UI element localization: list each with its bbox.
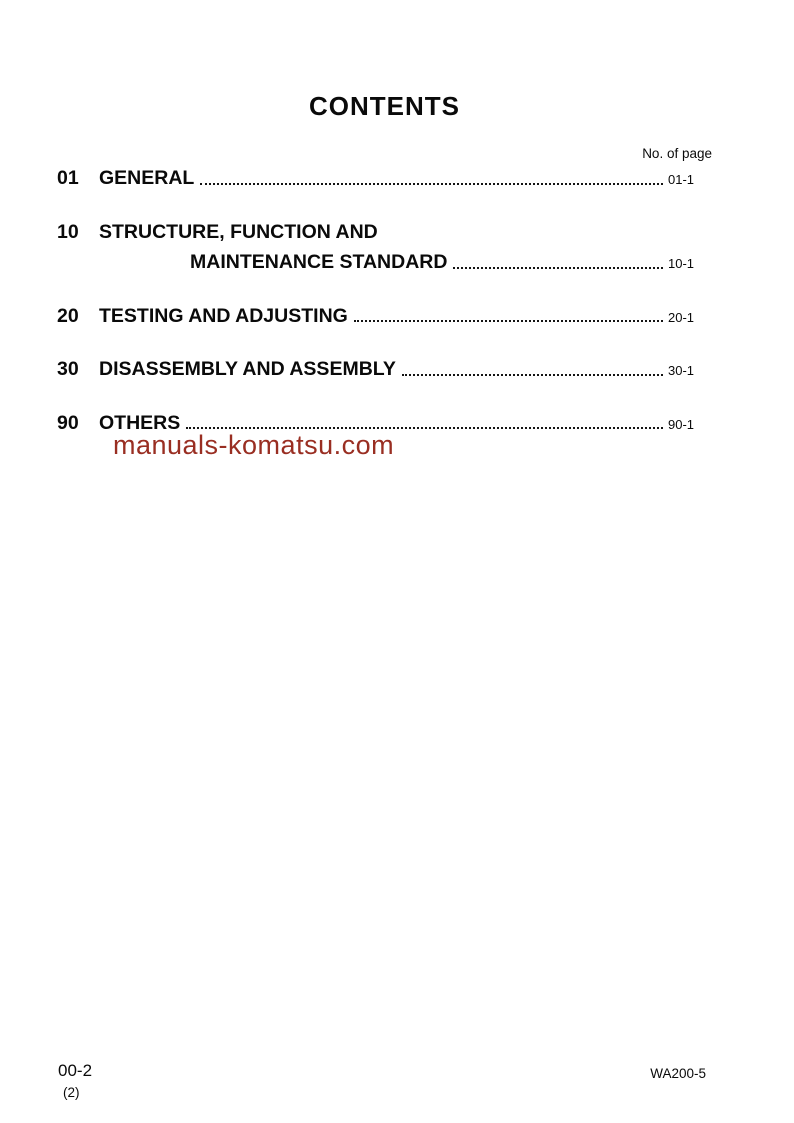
toc-section-number: 20 (57, 304, 79, 327)
dot-leader (354, 320, 663, 322)
toc-row-structure-line2 (57, 251, 712, 273)
dot-leader (200, 183, 663, 185)
no-of-page-note: No. of page (642, 145, 712, 161)
footer-page-number: 00-2 (58, 1061, 93, 1080)
dot-leader (453, 267, 663, 269)
toc-section-number: 10 (57, 220, 79, 243)
footer-model-code: WA200-5 (650, 1066, 706, 1081)
toc-page-ref: 10-1 (668, 256, 695, 272)
toc-row-general (57, 167, 712, 189)
toc-section-number: 01 (57, 167, 79, 190)
watermark: manuals-komatsu.com (113, 429, 395, 460)
dot-leader (186, 427, 663, 429)
toc-row-disassembly (57, 358, 712, 380)
toc-section-number: 30 (57, 358, 79, 381)
toc-section-label: OTHERS (99, 411, 181, 434)
toc-section-number: 90 (57, 411, 79, 434)
toc-row-testing (57, 305, 712, 327)
toc-page-ref: 20-1 (668, 309, 695, 325)
page-content (57, 0, 712, 461)
table-of-contents (57, 167, 712, 460)
toc-section-label: DISASSEMBLY AND ASSEMBLY (99, 358, 396, 381)
toc-page-ref: 90-1 (668, 416, 695, 432)
footer-sub-number: (2) (63, 1085, 80, 1100)
toc-page-ref: 01-1 (668, 172, 695, 188)
toc-section-label: MAINTENANCE STANDARD (190, 251, 448, 274)
dot-leader (402, 374, 663, 376)
toc-page-ref: 30-1 (668, 363, 695, 379)
toc-section-label: TESTING AND ADJUSTING (99, 304, 348, 327)
toc-section-label: GENERAL (99, 167, 195, 190)
toc-section-label: STRUCTURE, FUNCTION AND (99, 220, 378, 243)
page-title: CONTENTS (309, 91, 460, 121)
toc-row-structure-line1 (57, 221, 712, 243)
